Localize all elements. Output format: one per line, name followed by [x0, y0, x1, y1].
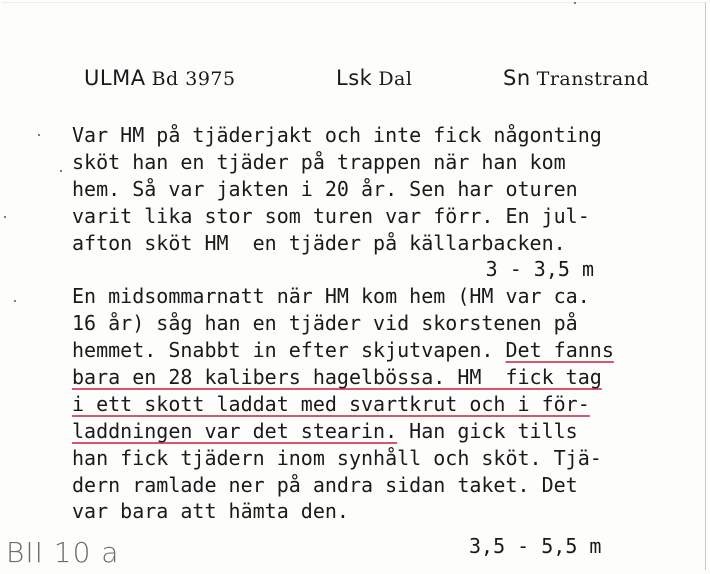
- text-line: 16 år) såg han en tjäder vid skorstenen på: [72, 311, 578, 336]
- text-line: dern ramlade ner på andra sidan taket. Det: [72, 472, 578, 497]
- text-line: [72, 391, 702, 418]
- text-line: En midsommarnatt när HM kom hem (HM var ca.: [72, 284, 590, 309]
- header-socken: [503, 66, 649, 90]
- archive-value: Bd 3975: [151, 68, 236, 90]
- paper-speck: [14, 300, 16, 302]
- text-line: [72, 337, 702, 364]
- text-line: hem. Så var jakten i 20 år. Sen har oturen: [72, 176, 578, 201]
- measurement-1: 3 - 3,5 m: [485, 257, 594, 282]
- text-segment: Han gick tills: [397, 418, 578, 443]
- text-line: afton sköt HM en tjäder på källarbacken.: [72, 230, 566, 255]
- paper-speck: [574, 2, 576, 4]
- underlined-segment: Det fanns: [505, 338, 614, 363]
- reference-mark: BII 10 a: [6, 536, 120, 569]
- text-line: Var HM på tjäderjakt och inte fick någonting: [72, 123, 602, 147]
- measurement-2: 3,5 - 5,5 m: [469, 534, 602, 558]
- lsk-label: Lsk: [336, 66, 373, 90]
- sn-label: Sn: [503, 66, 531, 90]
- text-line: han fick tjädern inom synhåll och sköt. Tjä-: [72, 445, 602, 470]
- lsk-value: Dal: [378, 68, 413, 90]
- paper-speck: [4, 216, 6, 218]
- underlined-segment: bara en 28 kalibers hagelbössa. HM fick tag: [72, 365, 602, 390]
- text-line: [72, 364, 702, 391]
- text-line: varit lika stor som turen var förr. En jul-: [72, 203, 590, 228]
- text-line: sköt han en tjäder på trappen när han kom: [72, 149, 566, 174]
- header-landskap: [336, 66, 412, 90]
- paper-speck: [60, 170, 62, 172]
- underlined-segment: i ett skott laddat med svartkrut och i för-: [72, 391, 590, 416]
- archive-label: ULMA: [84, 66, 146, 90]
- sn-value: Transtrand: [536, 68, 650, 90]
- header-archive: [84, 66, 236, 90]
- text-line: [72, 418, 702, 445]
- underlined-segment: laddningen var det stearin.: [72, 418, 398, 443]
- text-segment: hemmet. Snabbt in efter skjutvapen.: [72, 338, 506, 363]
- paper-speck: [38, 134, 40, 136]
- record-text: [72, 122, 702, 525]
- text-line: var bara att hämta den.: [72, 499, 349, 524]
